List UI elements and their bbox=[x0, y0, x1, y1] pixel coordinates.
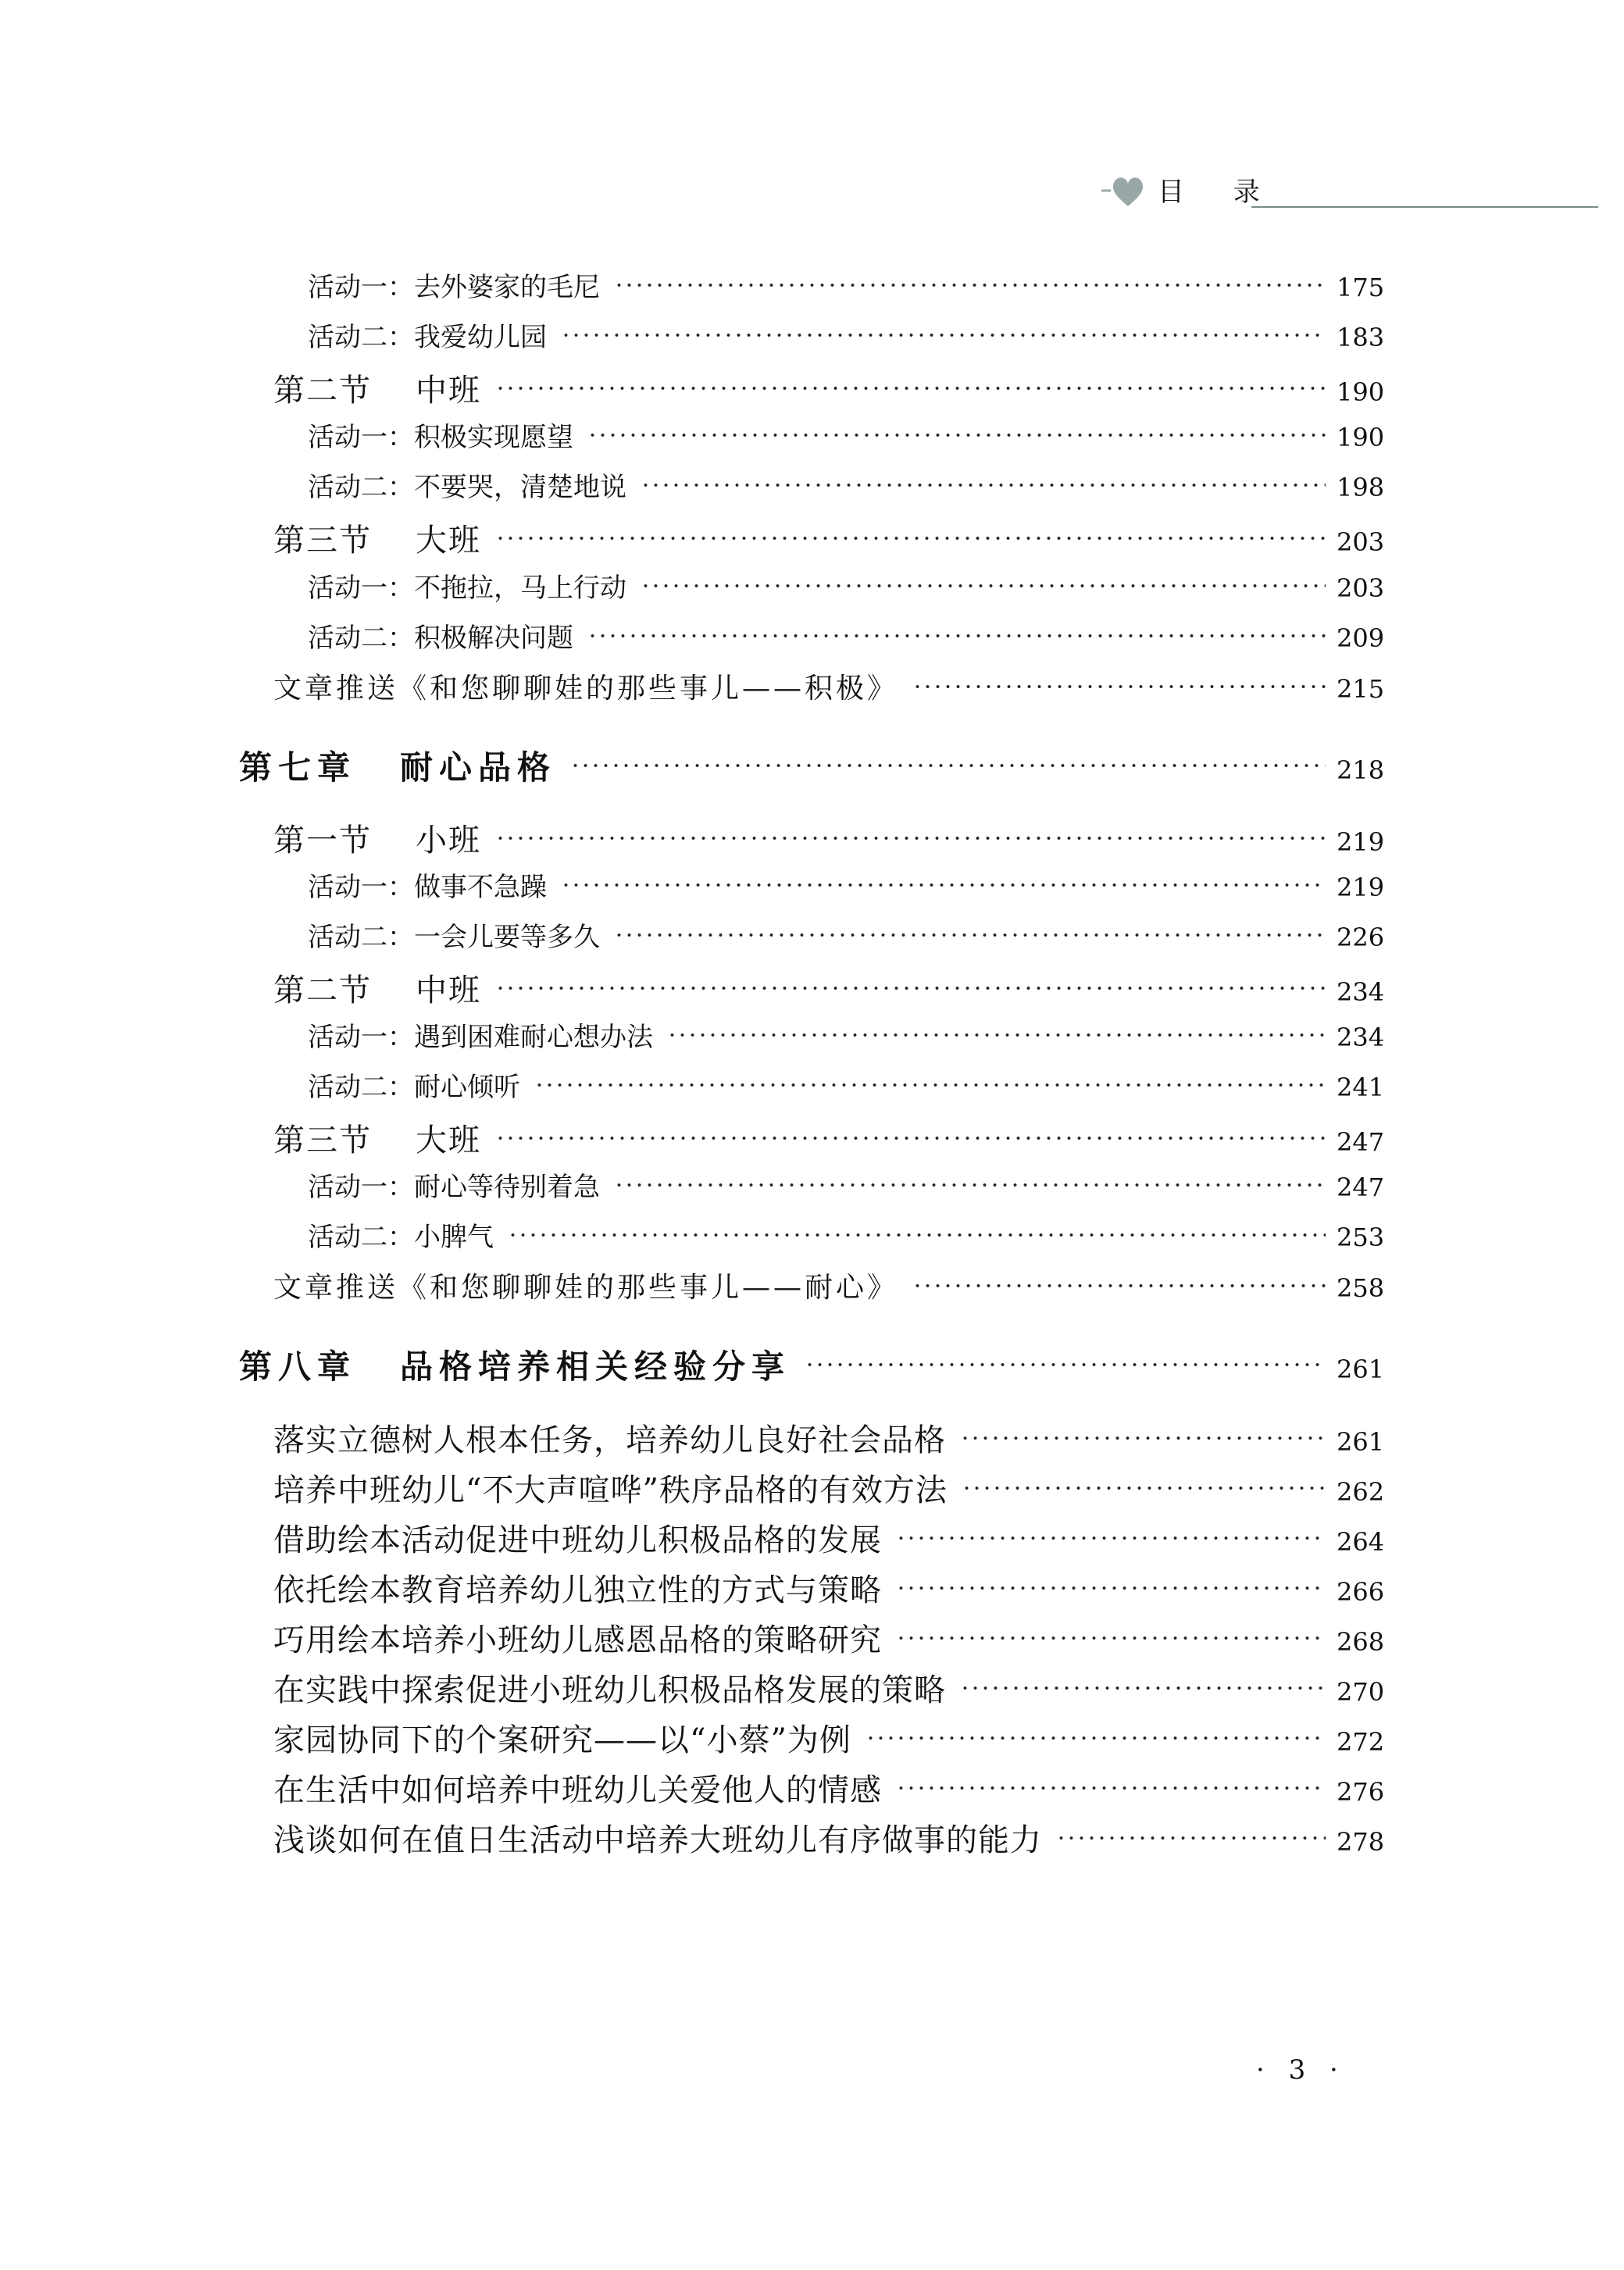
dot-leader bbox=[962, 1486, 1326, 1490]
toc-essay-row[interactable] bbox=[273, 1565, 1383, 1610]
chapter-name: 品格培养相关经验分享 bbox=[400, 1347, 791, 1386]
toc-essay-title: 巧用绘本培养小班幼儿感恩品格的策略研究 bbox=[273, 1622, 882, 1658]
section-name: 中班 bbox=[416, 973, 481, 1008]
dot-leader bbox=[896, 1786, 1326, 1790]
toc-page-number: 219 bbox=[1337, 827, 1385, 857]
toc-essay-title: 培养中班幼儿“不大声喧哗”秩序品格的有效方法 bbox=[273, 1472, 948, 1508]
dot-leader bbox=[960, 1686, 1326, 1690]
toc-article-title: 文章推送《和您聊聊娃的那些事儿——积极》 bbox=[273, 673, 899, 705]
toc-activity-row[interactable] bbox=[308, 566, 1383, 605]
toc-page-number: 198 bbox=[1337, 473, 1385, 502]
toc-page-number: 266 bbox=[1337, 1577, 1385, 1607]
toc-activity-title: 活动二：小脾气 bbox=[308, 1222, 494, 1253]
toc-activity-title: 活动一：积极实现愿望 bbox=[308, 422, 573, 453]
toc-page-number: 261 bbox=[1337, 1427, 1385, 1457]
toc-section-row[interactable] bbox=[273, 816, 1383, 860]
dot-leader bbox=[587, 634, 1326, 638]
dot-leader bbox=[495, 836, 1326, 841]
toc-activity-row[interactable] bbox=[308, 1015, 1383, 1054]
dot-leader bbox=[896, 1536, 1326, 1540]
toc-essay-row[interactable] bbox=[273, 1415, 1383, 1460]
toc-page-number: 226 bbox=[1337, 923, 1385, 952]
section-label: 第二节 bbox=[273, 373, 372, 409]
toc-chapter-row[interactable] bbox=[239, 1341, 1383, 1388]
section-name: 中班 bbox=[416, 373, 481, 409]
section-label: 第三节 bbox=[273, 523, 372, 559]
dot-leader bbox=[495, 986, 1326, 990]
dot-leader bbox=[495, 536, 1326, 541]
toc-section-row[interactable] bbox=[273, 516, 1383, 560]
toc-chapter-title bbox=[239, 742, 556, 789]
toc-page-number: 262 bbox=[1337, 1477, 1385, 1507]
toc-essay-row[interactable] bbox=[273, 1615, 1383, 1660]
section-name: 大班 bbox=[416, 523, 481, 559]
dot-leader bbox=[960, 1436, 1326, 1440]
dot-leader bbox=[912, 1283, 1326, 1288]
header-title: 目 录 bbox=[1158, 177, 1280, 208]
section-name: 小班 bbox=[416, 823, 481, 858]
toc-page-number: 203 bbox=[1337, 527, 1385, 557]
dot-leader bbox=[561, 883, 1326, 887]
dot-leader bbox=[805, 1362, 1326, 1367]
toc-activity-title: 活动一：做事不急躁 bbox=[308, 872, 547, 903]
toc-page-number: 183 bbox=[1337, 323, 1385, 352]
dot-leader bbox=[641, 483, 1326, 487]
toc-page-number: 272 bbox=[1337, 1727, 1385, 1757]
chapter-label: 第七章 bbox=[239, 748, 357, 787]
dot-leader bbox=[866, 1736, 1326, 1740]
chapter-name: 耐心品格 bbox=[400, 748, 557, 787]
toc-activity-row[interactable] bbox=[308, 616, 1383, 655]
toc-activity-row[interactable] bbox=[308, 866, 1383, 904]
dot-leader bbox=[570, 763, 1326, 768]
toc-page-number: 190 bbox=[1337, 423, 1385, 452]
dot-leader bbox=[1056, 1836, 1326, 1840]
toc-activity-row[interactable] bbox=[308, 266, 1383, 304]
dot-leader bbox=[614, 1183, 1326, 1187]
toc-section-title bbox=[273, 516, 481, 560]
toc-essay-row[interactable] bbox=[273, 1665, 1383, 1710]
toc-essay-row[interactable] bbox=[273, 1515, 1383, 1560]
toc-activity-title: 活动二：我爱幼儿园 bbox=[308, 322, 547, 353]
toc-activity-row[interactable] bbox=[308, 1065, 1383, 1104]
toc-article-row[interactable] bbox=[273, 666, 1383, 706]
toc-article-row[interactable] bbox=[273, 1265, 1383, 1305]
toc-essay-row[interactable] bbox=[273, 1715, 1383, 1760]
toc-page-number: 261 bbox=[1337, 1355, 1385, 1384]
section-label: 第一节 bbox=[273, 823, 372, 858]
toc-page-number: 234 bbox=[1337, 1023, 1385, 1052]
toc-page-number: 264 bbox=[1337, 1527, 1385, 1557]
header-rule bbox=[1251, 206, 1598, 208]
dot-leader bbox=[534, 1083, 1326, 1087]
toc-page-number: 218 bbox=[1337, 755, 1385, 785]
section-label: 第二节 bbox=[273, 973, 372, 1008]
heart-icon bbox=[1101, 173, 1150, 208]
toc-activity-title: 活动一：遇到困难耐心想办法 bbox=[308, 1022, 653, 1053]
toc-page-number: 219 bbox=[1337, 873, 1385, 902]
dot-leader bbox=[641, 584, 1326, 588]
toc-section-title bbox=[273, 816, 481, 860]
dot-leader bbox=[896, 1586, 1326, 1590]
section-name: 大班 bbox=[416, 1123, 481, 1158]
toc-page-number: 215 bbox=[1337, 674, 1385, 704]
toc-activity-title: 活动二：耐心倾听 bbox=[308, 1072, 520, 1103]
toc-activity-title: 活动二：积极解决问题 bbox=[308, 623, 573, 654]
toc-section-title bbox=[273, 366, 481, 410]
toc-section-row[interactable] bbox=[273, 1115, 1383, 1160]
toc-page-number: 258 bbox=[1337, 1273, 1385, 1303]
toc-essay-title: 依托绘本教育培养幼儿独立性的方式与策略 bbox=[273, 1572, 882, 1608]
toc-page-number: 234 bbox=[1337, 977, 1385, 1007]
dot-leader bbox=[896, 1636, 1326, 1640]
toc-section-title bbox=[273, 965, 481, 1010]
toc-activity-title: 活动一：不拖拉，马上行动 bbox=[308, 573, 626, 604]
toc-page-number: 190 bbox=[1337, 377, 1385, 407]
toc-activity-row[interactable] bbox=[308, 1165, 1383, 1204]
toc-essay-title: 在生活中如何培养中班幼儿关爱他人的情感 bbox=[273, 1772, 882, 1808]
toc-page-number: 175 bbox=[1337, 273, 1385, 302]
toc-essay-title: 落实立德树人根本任务，培养幼儿良好社会品格 bbox=[273, 1422, 946, 1458]
toc-section-row[interactable] bbox=[273, 965, 1383, 1010]
toc-activity-title: 活动二：不要哭，清楚地说 bbox=[308, 472, 626, 503]
toc-page-number: 276 bbox=[1337, 1777, 1385, 1807]
toc-essay-row[interactable] bbox=[273, 1765, 1383, 1810]
toc-activity-row[interactable] bbox=[308, 316, 1383, 354]
toc-activity-row[interactable] bbox=[308, 416, 1383, 454]
toc-essay-title: 家园协同下的个案研究——以“小蔡”为例 bbox=[273, 1722, 851, 1758]
toc-activity-row[interactable] bbox=[308, 1215, 1383, 1254]
dot-leader bbox=[495, 1136, 1326, 1140]
toc-page-number: 241 bbox=[1337, 1073, 1385, 1102]
toc-activity-row[interactable] bbox=[308, 915, 1383, 954]
toc-chapter-title bbox=[239, 1341, 791, 1388]
dot-leader bbox=[912, 684, 1326, 689]
toc-chapter-row[interactable] bbox=[239, 742, 1383, 789]
toc-essay-title: 借助绘本活动促进中班幼儿积极品格的发展 bbox=[273, 1522, 882, 1558]
toc-essay-row[interactable] bbox=[273, 1465, 1383, 1510]
toc-activity-title: 活动一：去外婆家的毛尼 bbox=[308, 272, 600, 303]
toc-essay-title: 浅谈如何在值日生活动中培养大班幼儿有序做事的能力 bbox=[273, 1822, 1042, 1858]
toc-activity-title: 活动二：一会儿要等多久 bbox=[308, 922, 600, 953]
toc-page-number: 278 bbox=[1337, 1827, 1385, 1857]
toc-activity-row[interactable] bbox=[308, 466, 1383, 504]
dot-leader bbox=[614, 933, 1326, 937]
dot-leader bbox=[667, 1033, 1326, 1037]
toc-essay-row[interactable] bbox=[273, 1815, 1383, 1860]
chapter-label: 第八章 bbox=[239, 1347, 357, 1386]
page-number: · 3 · bbox=[1256, 2054, 1346, 2086]
section-label: 第三节 bbox=[273, 1123, 372, 1158]
toc-page-number: 247 bbox=[1337, 1172, 1385, 1202]
toc-essay-title: 在实践中探索促进小班幼儿积极品格发展的策略 bbox=[273, 1672, 946, 1708]
dot-leader bbox=[614, 283, 1326, 287]
dot-leader bbox=[495, 386, 1326, 391]
toc-activity-title: 活动一：耐心等待别着急 bbox=[308, 1172, 600, 1203]
dot-leader bbox=[508, 1233, 1326, 1237]
dot-leader bbox=[587, 433, 1326, 437]
toc-page-number: 209 bbox=[1337, 623, 1385, 653]
dot-leader bbox=[561, 333, 1326, 337]
toc-page-number: 270 bbox=[1337, 1677, 1385, 1707]
toc-section-row[interactable] bbox=[273, 366, 1383, 410]
toc-page-number: 268 bbox=[1337, 1627, 1385, 1657]
toc-article-title: 文章推送《和您聊聊娃的那些事儿——耐心》 bbox=[273, 1272, 899, 1304]
toc-section-title bbox=[273, 1115, 481, 1160]
toc-page-number: 253 bbox=[1337, 1222, 1385, 1252]
toc-page-number: 203 bbox=[1337, 573, 1385, 603]
running-header bbox=[1101, 167, 1601, 214]
toc-page-number: 247 bbox=[1337, 1127, 1385, 1157]
